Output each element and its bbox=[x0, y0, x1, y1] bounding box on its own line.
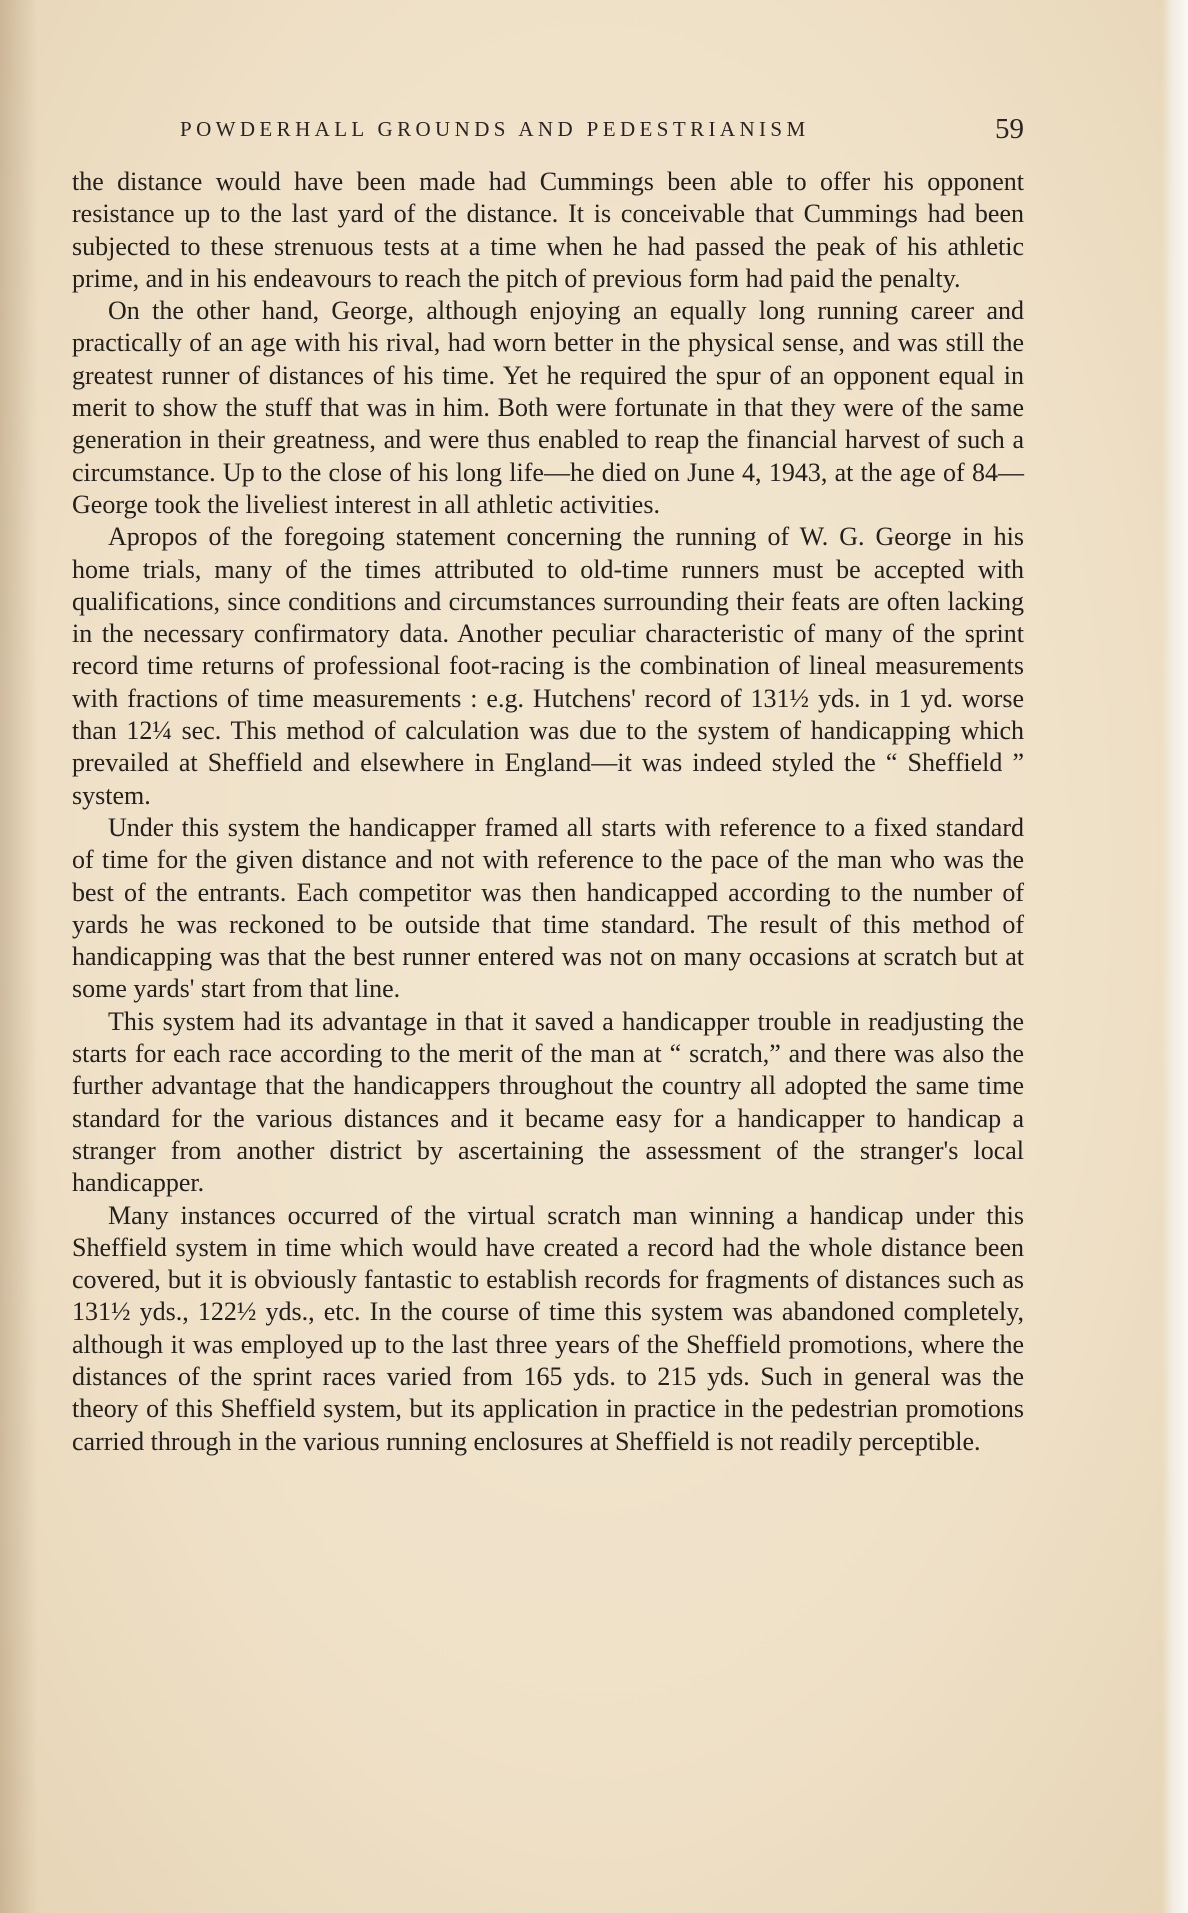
paragraph: On the other hand, George, although enjoying an equally long running career and practically of an age with his rival, had worn better in the physical sense, and was still the greatest runner of distances of his time. Yet he required the spur of an opponent equal in merit to show the stuff that was in him. Both were fortunate in that they were of the same generation in their greatness, and were thus enabled to reap the financial harvest of such a circumstance. Up to the close of his long life—he died on June 4, 1943, at the age of 84—George took the liveliest interest in all athletic activities. bbox=[72, 296, 1024, 519]
page-header bbox=[72, 113, 1024, 153]
paragraph: Apropos of the foregoing statement concerning the running of W. G. George in his home trials, many of the times attributed to old-time runners must be accepted with qualifications, since conditions and circumstances surrounding their feats are often lacking in the necessary confirmatory data. Another peculiar characteristic of many of the sprint record time returns of professional foot-racing is the combination of lineal measurements with fractions of time measurements : e.g. Hutchens' record of 131½ yds. in 1 yd. worse than 12¼ sec. This method of calculation was due to the system of handicapping which prevailed at Sheffield and elsewhere in England—it was indeed styled the “ Sheffield ” system. bbox=[72, 522, 1024, 810]
page-edge bbox=[1162, 0, 1188, 1913]
paragraph: Many instances occurred of the virtual scratch man winning a handicap under this Sheffield system in time which would have created a record had the whole distance been covered, but it is obviously fantastic to establish records for fragments of distances such as 131½ yds., 122½ yds., etc. In the course of time this system was abandoned completely, although it was employed up to the last three years of the Sheffield promotions, where the distances of the sprint races varied from 165 yds. to 215 yds. Such in general was the theory of this Sheffield system, but its application in practice in the pedestrian promotions carried through in the various running enclosures at Sheffield is not readily perceptible. bbox=[72, 1200, 1024, 1456]
paragraph: Under this system the handicapper framed all starts with reference to a fixed standard of time for the given distance and not with reference to the pace of the man who was the best of the entrants. Each competitor was then handicapped according to the number of yards he was reckoned to be outside that time standard. The result of this method of handicapping was that the best runner entered was not on many occasions at scratch but at some yards' start from that line. bbox=[72, 812, 1024, 1004]
body-text bbox=[72, 166, 1024, 1458]
paragraph: This system had its advantage in that it saved a handicapper trouble in readjusting the starts for each race according to the merit of the man at “ scratch,” and there was also the further advantage that the handicappers throughout the country all adopted the same time standard for the various distances and it became easy for a handicapper to handicap a stranger from another district by ascertaining the assessment of the stranger's local handicapper. bbox=[72, 1006, 1024, 1198]
running-head: POWDERHALL GROUNDS AND PEDESTRIANISM bbox=[180, 117, 810, 141]
spine-shadow bbox=[0, 0, 38, 1913]
paragraph: the distance would have been made had Cummings been able to offer his opponent resistance up to the last yard of the distance. It is conceivable that Cummings had been subjected to these strenuous tests at a time when he had passed the peak of his athletic prime, and in his endeavours to reach the pitch of previous form had paid the penalty. bbox=[72, 167, 1024, 293]
page-number: 59 bbox=[995, 113, 1024, 145]
